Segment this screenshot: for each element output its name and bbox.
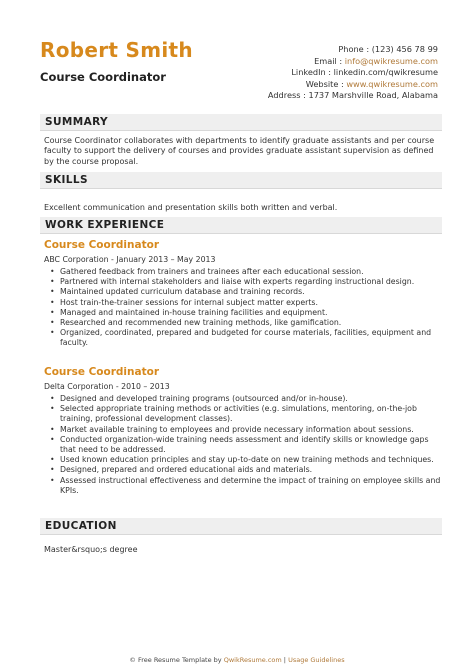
list-item: • Used known education principles and stay up-to-date on new training methods and techniques. bbox=[50, 455, 434, 465]
job-company-2: Delta Corporation - 2010 – 2013 bbox=[44, 382, 170, 391]
job-title-1: Course Coordinator bbox=[44, 239, 159, 251]
contact-phone: Phone : (123) 456 78 99 bbox=[338, 44, 438, 54]
linkedin-value[interactable]: linkedin.com/qwikresume bbox=[333, 67, 438, 78]
resume-header bbox=[0, 0, 474, 110]
footer-prefix: © Free Resume Template by bbox=[129, 656, 224, 664]
contact-email: Email : info@qwikresume.com bbox=[314, 55, 438, 66]
address-value: 1737 Marshville Road, Alabama bbox=[308, 90, 438, 101]
footer-separator: | bbox=[281, 656, 289, 664]
list-item: • Selected appropriate training methods or activities (e.g. simulations, mentoring, on-the-job training, professional development classes). bbox=[50, 404, 417, 424]
education-text: Master&rsquo;s degree bbox=[44, 545, 138, 554]
list-item: • Assessed instructional effectiveness and determine the impact of training on employee skills and KPIs. bbox=[50, 475, 441, 495]
email-link[interactable]: info@qwikresume.com bbox=[344, 55, 438, 66]
page-footer bbox=[0, 656, 474, 664]
contact-address: Address : 1737 Marshville Road, Alabama bbox=[267, 90, 438, 101]
list-item: • Conducted organization-wide training needs assessment and identify skills or knowledge gaps that need to be addressed. bbox=[50, 434, 429, 455]
candidate-title: Course Coordinator bbox=[40, 70, 166, 84]
phone-value: (123) 456 78 99 bbox=[371, 44, 438, 54]
list-item: • Organized, coordinated, prepared and budgeted for course materials, facilities, equipment and faculty. bbox=[50, 328, 432, 348]
summary-section-header bbox=[40, 114, 442, 131]
usage-guidelines-link[interactable]: Usage Guidelines bbox=[288, 656, 345, 664]
skills-heading: SKILLS bbox=[45, 174, 88, 186]
contact-block bbox=[198, 44, 438, 102]
list-item: • Managed and maintained in-house training facilities and equipment. bbox=[50, 307, 328, 317]
list-item: • Market available training to employees and provide necessary information about sessions. bbox=[50, 424, 414, 434]
job-company-1: ABC Corporation - January 2013 – May 2013 bbox=[44, 255, 216, 264]
job-bullets-1 bbox=[50, 267, 442, 349]
list-item: • Designed and developed training programs (outsourced and/or in-house). bbox=[50, 394, 348, 403]
job-title-2: Course Coordinator bbox=[44, 366, 159, 378]
education-section-header bbox=[40, 518, 442, 535]
skills-text: Excellent communication and presentation skills both written and verbal. bbox=[44, 203, 338, 212]
website-label: Website bbox=[305, 78, 339, 89]
email-label: Email bbox=[314, 55, 337, 66]
list-item: • Partnered with internal stakeholders and liaise with experts regarding instructional design. bbox=[50, 277, 415, 287]
list-item: • Host train-the-trainer sessions for internal subject matter experts. bbox=[50, 297, 318, 307]
linkedin-label: LinkedIn bbox=[291, 67, 326, 78]
contact-linkedin: LinkedIn : linkedin.com/qwikresume bbox=[291, 67, 438, 78]
candidate-name: Robert Smith bbox=[40, 38, 193, 62]
list-item: • Researched and recommended new training methods, like gamification. bbox=[50, 318, 342, 328]
list-item: • Maintained updated curriculum database and training records. bbox=[50, 287, 305, 297]
summary-heading: SUMMARY bbox=[45, 116, 109, 128]
skills-section-header bbox=[40, 172, 442, 189]
list-item: • Gathered feedback from trainers and trainees after each educational session. bbox=[50, 267, 364, 276]
footer-brand-link[interactable]: QwikResume.com bbox=[223, 656, 282, 664]
contact-website: Website : www.qwikresume.com bbox=[305, 78, 438, 89]
summary-text: Course Coordinator collaborates with departments to identify graduate assistants and per course faculty to support the delivery of courses and provides graduate assistant supervision as defined by the course proposal. bbox=[44, 136, 435, 166]
job-bullets-2 bbox=[50, 394, 442, 496]
experience-section-header bbox=[40, 217, 442, 234]
website-link[interactable]: www.qwikresume.com bbox=[346, 78, 438, 89]
education-heading: EDUCATION bbox=[45, 520, 117, 532]
address-label: Address bbox=[267, 90, 301, 101]
experience-heading: WORK EXPERIENCE bbox=[45, 219, 165, 231]
phone-label: Phone bbox=[338, 44, 364, 54]
list-item: • Designed, prepared and ordered educational aids and materials. bbox=[50, 465, 313, 475]
